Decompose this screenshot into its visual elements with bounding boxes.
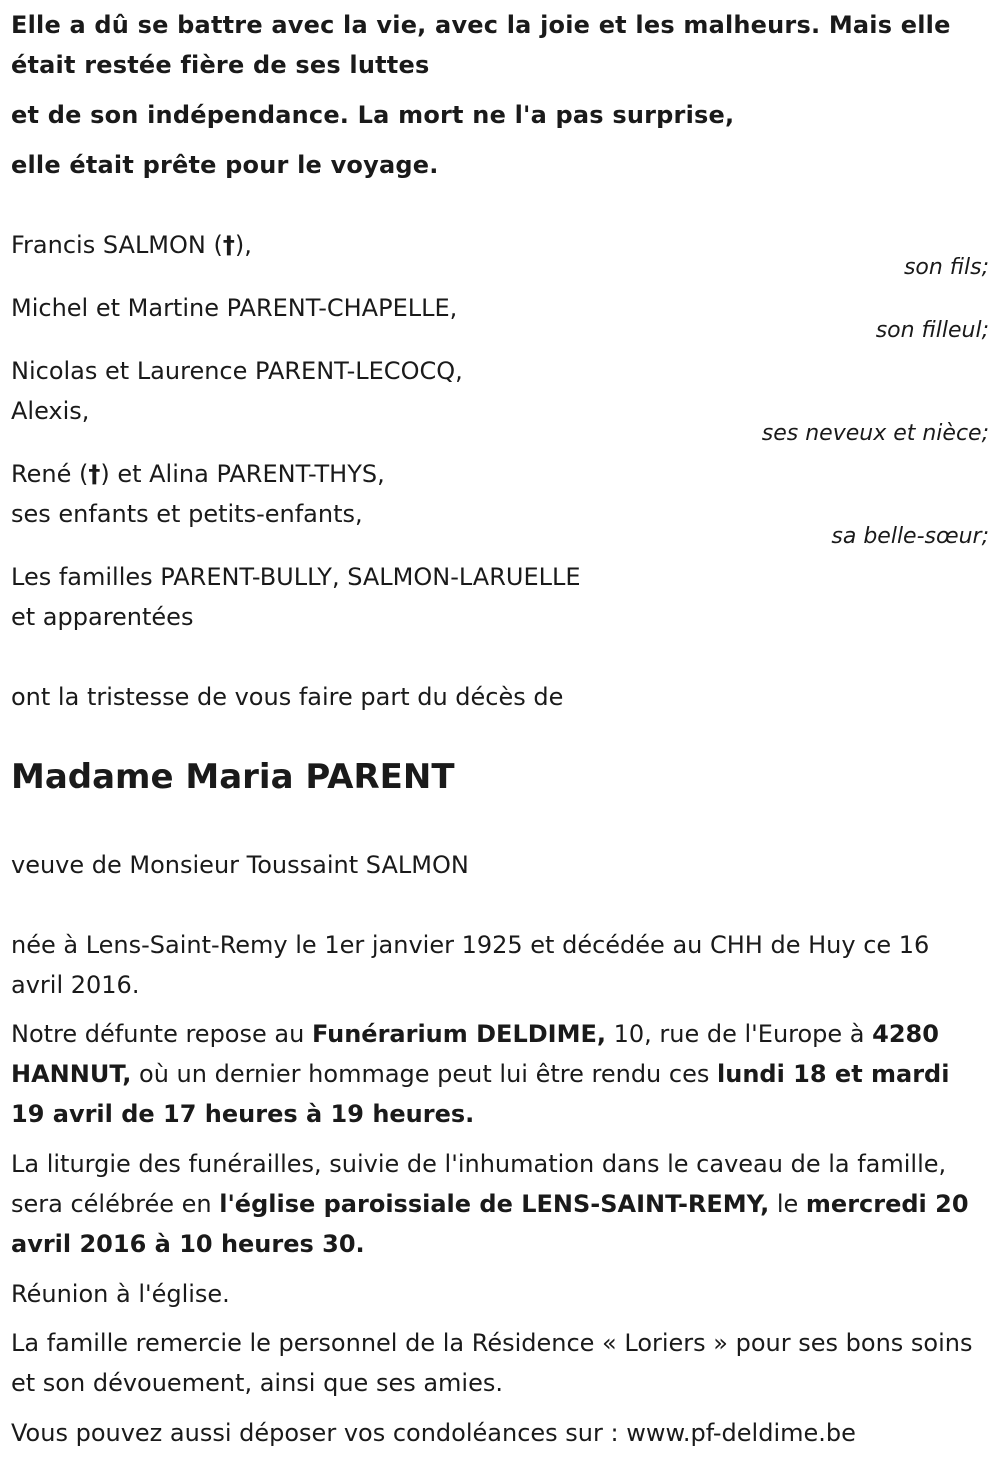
church-name: l'église paroissiale de LENS-SAINT-REMY, [219,1190,770,1218]
family-children: ses enfants et petits-enfants, [11,500,363,528]
announcement: ont la tristesse de vous faire part du décès de [11,683,564,711]
family-nicolas-laurence: Nicolas et Laurence PARENT-LECOCQ, [11,357,463,385]
quote-line-3: elle était prête pour le voyage. [11,151,439,179]
thanks-paragraph: La famille remercie le personnel de la Résidence « Loriers » pour ses bons soins et son dévouement, ainsi que ses amies. [11,1329,973,1397]
condolences-note: Vous pouvez aussi déposer vos condoléances sur : www.pf-deldime.be [11,1419,856,1447]
funerarium-name: Funérarium DELDIME, [311,1020,606,1048]
family-alexis: Alexis, [11,397,90,425]
relation-son: son fils; [903,255,989,280]
cross-icon: † [88,460,101,488]
relation-godson: son filleul; [875,318,989,343]
cross-icon: † [222,231,235,259]
family-relatives: et apparentées [11,603,194,631]
liturgy-paragraph: La liturgie des funérailles, suivie de l'inhumation dans le caveau de la famille, sera célébrée en l'église paroissiale de LENS-SAINT-REMY, le mercredi 20 avril 2016 à 10 heures 30. [11,1150,969,1258]
funerarium-city: 4280 HANNUT, [11,1020,939,1088]
family-francis: Francis SALMON (†), [11,231,252,259]
visiting-hours: lundi 18 et mardi 19 avril de 17 heures à 19 heures. [11,1060,950,1128]
family-families: Les familles PARENT-BULLY, SALMON-LARUELLE [11,563,581,591]
quote-line-2: et de son indépendance. La mort ne l'a pas surprise, [11,101,735,129]
resting-place-paragraph: Notre défunte repose au Funérarium DELDIME, 10, rue de l'Europe à 4280 HANNUT, où un dernier hommage peut lui être rendu ces lundi 18 et mardi 19 avril de 17 heures à 19 heures. [11,1020,950,1128]
deceased-name: Madame Maria PARENT [11,757,455,797]
meeting-note: Réunion à l'église. [11,1280,230,1308]
quote-line-1: Elle a dû se battre avec la vie, avec la joie et les malheurs. Mais elle était restée fière de ses luttes [11,11,951,79]
ceremony-datetime: mercredi 20 avril 2016 à 10 heures 30. [11,1190,969,1258]
family-rene-alina: René (†) et Alina PARENT-THYS, [11,460,385,488]
family-michel-martine: Michel et Martine PARENT-CHAPELLE, [11,294,458,322]
relation-nephews-niece: ses neveux et nièce; [761,421,989,446]
family-francis-name: Francis SALMON [11,231,206,259]
birth-death-info: née à Lens-Saint-Remy le 1er janvier 1925 et décédée au CHH de Huy ce 16 avril 2016. [11,931,930,999]
relation-sister-in-law: sa belle-sœur; [831,524,989,549]
widow-of: veuve de Monsieur Toussaint SALMON [11,851,469,879]
